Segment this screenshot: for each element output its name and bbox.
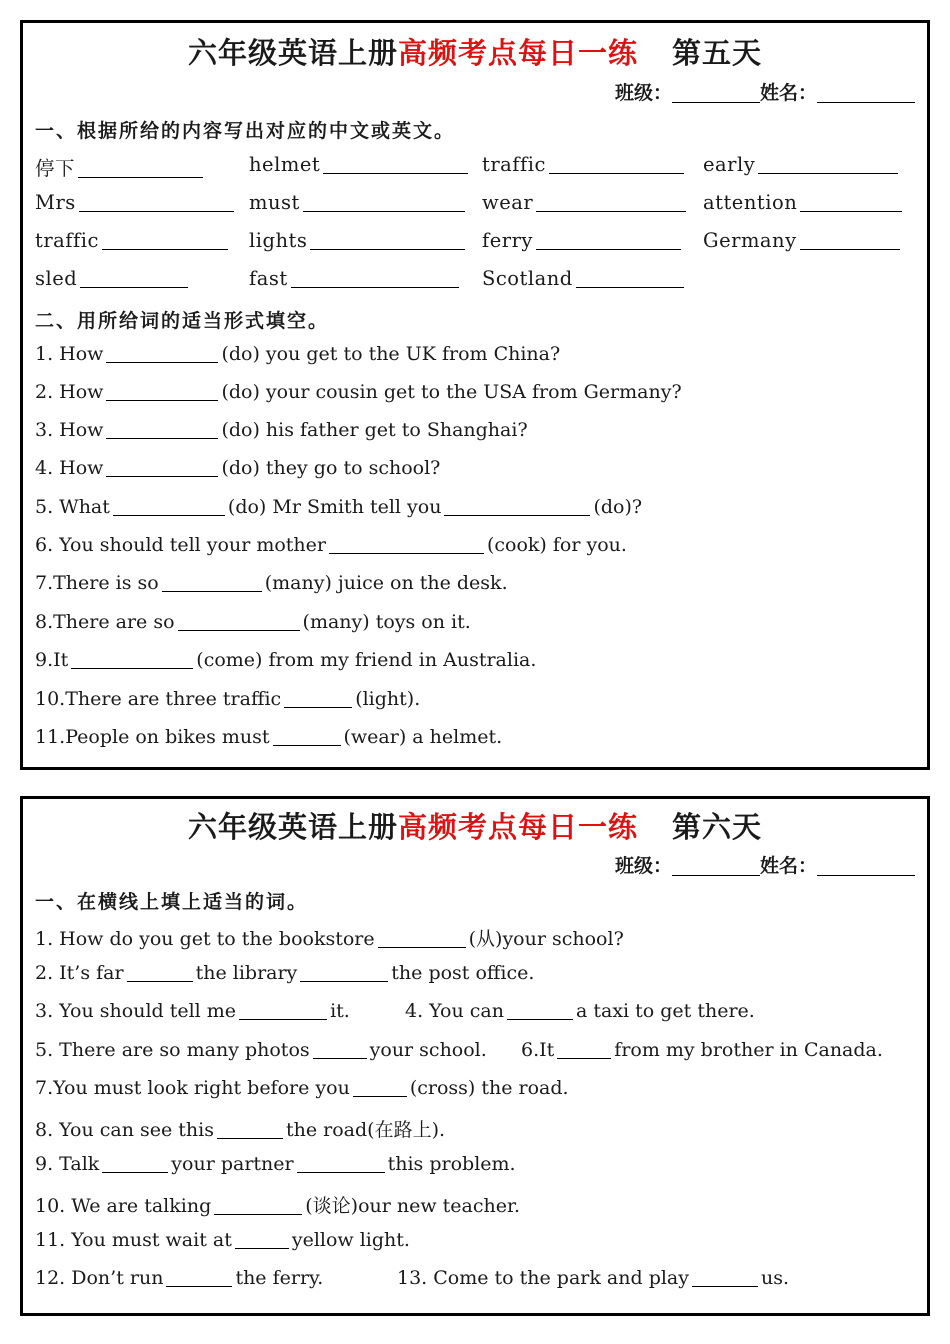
name-label: 姓名： — [759, 855, 817, 877]
question-7: 7.You must look right before you (cross) the road. — [35, 1077, 569, 1099]
answer-blank[interactable] — [162, 573, 262, 592]
answer-blank[interactable] — [800, 193, 902, 212]
answer-blank[interactable] — [313, 1040, 367, 1059]
answer-blank[interactable] — [536, 193, 686, 212]
answer-blank[interactable] — [303, 193, 465, 212]
answer-blank[interactable] — [235, 1230, 289, 1249]
page-title — [23, 31, 927, 72]
title-black: 六年级英语上册 — [187, 36, 398, 70]
title-red: 高频考点每日一练 — [397, 810, 638, 844]
question-5: 5. What (do) Mr Smith tell you (do)? — [35, 496, 643, 518]
question-1: 1. How do you get to the bookstore (从)your school? — [35, 928, 624, 950]
answer-blank[interactable] — [106, 382, 218, 401]
question-2: 2. It’s far the library the post office. — [35, 962, 535, 984]
answer-blank[interactable] — [113, 497, 225, 516]
vocab-item: Mrs — [35, 191, 237, 214]
title-black: 六年级英语上册 — [187, 810, 398, 844]
answer-blank[interactable] — [800, 231, 900, 250]
class-field[interactable] — [672, 82, 760, 103]
question-1: 1. How (do) you get to the UK from China? — [35, 343, 561, 365]
question-9: 9. Talk your partner this problem. — [35, 1153, 516, 1175]
answer-blank[interactable] — [378, 929, 466, 948]
question-13: 13. Come to the park and play us. — [397, 1267, 790, 1289]
question-3: 3. You should tell me it. — [35, 1000, 350, 1022]
answer-blank[interactable] — [549, 155, 684, 174]
question-10: 10. We are talking (谈论)our new teacher. — [35, 1195, 521, 1217]
vocab-item: Scotland — [482, 267, 687, 290]
answer-blank[interactable] — [329, 535, 484, 554]
vocab-item: Germany — [703, 229, 903, 252]
answer-blank[interactable] — [106, 344, 218, 363]
question-8: 8. You can see this the road(在路上). — [35, 1119, 446, 1141]
answer-blank[interactable] — [507, 1001, 573, 1020]
title-day: 第六天 — [672, 810, 763, 844]
worksheet-day5 — [20, 20, 930, 770]
vocab-item: sled — [35, 267, 191, 290]
question-4: 4. How (do) they go to school? — [35, 457, 441, 479]
name-field[interactable] — [817, 855, 915, 876]
answer-blank[interactable] — [178, 612, 300, 631]
class-name-line — [615, 851, 915, 878]
vocab-item: must — [249, 191, 468, 214]
question-2: 2. How (do) your cousin get to the USA from Germany? — [35, 381, 682, 403]
answer-blank[interactable] — [323, 155, 468, 174]
answer-blank[interactable] — [127, 963, 193, 982]
question-6: 6.It from my brother in Canada. — [521, 1039, 883, 1061]
answer-blank[interactable] — [284, 689, 352, 708]
answer-blank[interactable] — [106, 458, 218, 477]
answer-blank[interactable] — [758, 155, 898, 174]
section-heading: 一、根据所给的内容写出对应的中文或英文。 — [35, 120, 456, 142]
answer-blank[interactable] — [71, 650, 193, 669]
vocab-item: early — [703, 153, 901, 176]
answer-blank[interactable] — [217, 1120, 283, 1139]
question-12: 12. Don’t run the ferry. — [35, 1267, 324, 1289]
answer-blank[interactable] — [239, 1001, 327, 1020]
answer-blank[interactable] — [692, 1268, 758, 1287]
question-11: 11.People on bikes must (wear) a helmet. — [35, 726, 503, 748]
vocab-item: fast — [249, 267, 462, 290]
question-8: 8.There are so (many) toys on it. — [35, 611, 471, 633]
vocab-item: wear — [482, 191, 689, 214]
name-field[interactable] — [817, 82, 915, 103]
section-heading: 二、用所给词的适当形式填空。 — [35, 310, 330, 332]
answer-blank[interactable] — [291, 269, 459, 288]
question-11: 11. You must wait at yellow light. — [35, 1229, 410, 1251]
question-9: 9.It (come) from my friend in Australia. — [35, 649, 537, 671]
vocab-item: traffic — [35, 229, 231, 252]
answer-blank[interactable] — [273, 727, 341, 746]
answer-blank[interactable] — [102, 231, 228, 250]
class-field[interactable] — [672, 855, 760, 876]
question-10: 10.There are three traffic (light). — [35, 688, 421, 710]
class-label: 班级： — [614, 855, 672, 877]
answer-blank[interactable] — [576, 269, 684, 288]
answer-blank[interactable] — [79, 193, 234, 212]
class-name-line — [615, 78, 915, 105]
answer-blank[interactable] — [557, 1040, 611, 1059]
answer-blank[interactable] — [536, 231, 681, 250]
name-label: 姓名： — [759, 82, 817, 104]
page-title — [23, 805, 927, 846]
answer-blank[interactable] — [444, 497, 590, 516]
vocab-item: traffic — [482, 153, 687, 176]
answer-blank[interactable] — [78, 159, 203, 178]
question-4: 4. You can a taxi to get there. — [405, 1000, 755, 1022]
question-5: 5. There are so many photos your school. — [35, 1039, 487, 1061]
vocab-item: ferry — [482, 229, 684, 252]
answer-blank[interactable] — [166, 1268, 232, 1287]
vocab-item: lights — [249, 229, 468, 252]
answer-blank[interactable] — [214, 1196, 302, 1215]
title-day: 第五天 — [672, 36, 763, 70]
section-heading: 一、在横线上填上适当的词。 — [35, 891, 309, 913]
worksheet-day6 — [20, 796, 930, 1316]
answer-blank[interactable] — [106, 420, 218, 439]
class-label: 班级： — [614, 82, 672, 104]
vocab-item: attention — [703, 191, 905, 214]
answer-blank[interactable] — [297, 1154, 385, 1173]
answer-blank[interactable] — [310, 231, 465, 250]
answer-blank[interactable] — [80, 269, 188, 288]
question-7: 7.There is so (many) juice on the desk. — [35, 572, 508, 594]
title-red: 高频考点每日一练 — [397, 36, 638, 70]
question-3: 3. How (do) his father get to Shanghai? — [35, 419, 528, 441]
vocab-item: 停下 — [35, 153, 206, 181]
vocab-item: helmet — [249, 153, 471, 176]
answer-blank[interactable] — [300, 963, 388, 982]
answer-blank[interactable] — [353, 1078, 407, 1097]
answer-blank[interactable] — [102, 1154, 168, 1173]
question-6: 6. You should tell your mother (cook) for you. — [35, 534, 627, 556]
